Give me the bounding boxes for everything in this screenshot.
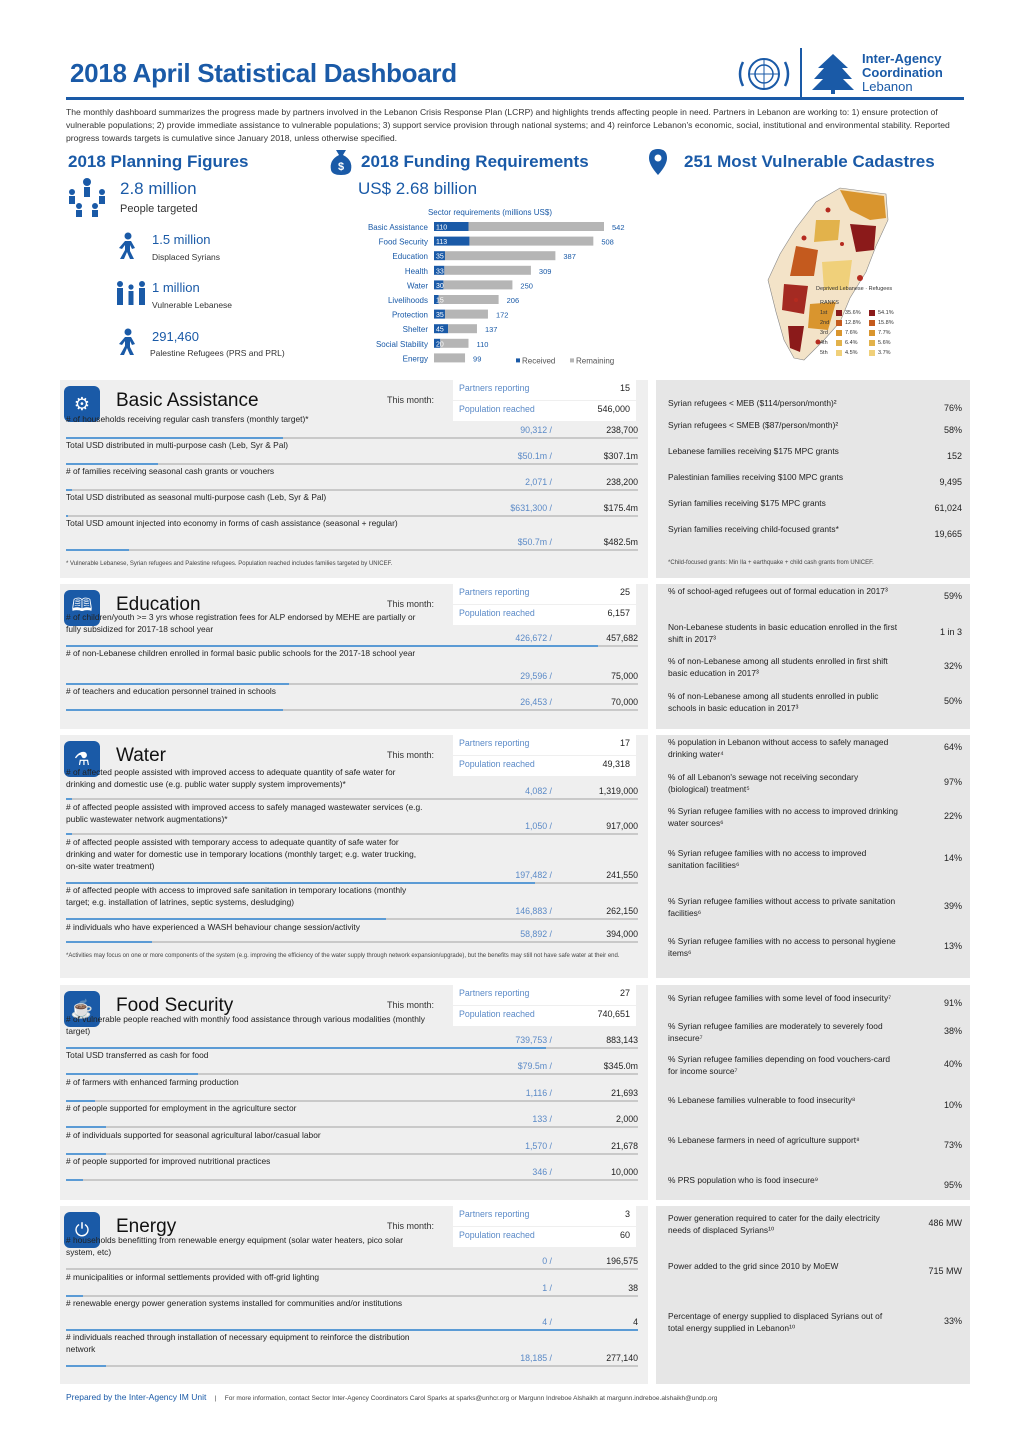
progress-bar (66, 918, 638, 920)
header-rule (66, 97, 964, 100)
basic-this-month: This month: (387, 395, 435, 405)
total-label: 172 (495, 310, 509, 320)
palestine-refugees-value: 291,460 (152, 329, 199, 344)
planning-title: 2018 Planning Figures (68, 152, 249, 171)
water-context-row: % of all Lebanon's sewage not receiving secondary (biological) treatment⁵ 97% (668, 772, 962, 794)
palestine-refugees-label: Palestine Refugees (PRS and PRL) (150, 348, 285, 358)
category-label: Protection (391, 310, 428, 320)
water-indicator-row: # of affected people assisted with improved access to safely managed wastewater services (e.g. public wastewater network augmentations)* 1,050 / 917,000 (66, 801, 642, 835)
funding-title: 2018 Funding Requirements (361, 152, 589, 171)
progress-bar (66, 549, 638, 551)
energy-partners-box: Partners reporting 3 (453, 1206, 636, 1226)
received-label: 35 (436, 312, 444, 320)
food-icon: ☕ (64, 991, 100, 1027)
progress-bar (66, 941, 638, 943)
category-label: Health (404, 266, 428, 276)
location-pin-icon (648, 148, 668, 176)
food-context-row: % Syrian refugee families depending on food vouchers-card for income source⁷ 40% (668, 1054, 962, 1076)
water-context-row: % Syrian refugee families without access to private sanitation facilities⁶ 39% (668, 896, 962, 918)
remaining-bar (434, 353, 465, 362)
food-indicator-row: # of individuals supported for seasonal agricultural labor/casual labor 1,570 / 21,678 (66, 1129, 642, 1155)
cadastres-title: 251 Most Vulnerable Cadastres (684, 152, 935, 171)
basic-context-note: *Child-focused grants: Min Ila + earthquake + child cash grants from UNICEF. (668, 560, 874, 566)
education-title: Education (116, 594, 201, 615)
water-context-row: % Syrian refugee families with no access to improved sanitation facilities⁶ 14% (668, 848, 962, 870)
basic-context-row: Lebanese families receiving $175 MPC grants 152 (668, 446, 962, 461)
rank-row: 1st 35.6% 54.1% (820, 310, 894, 316)
received-label: 35 (436, 253, 444, 261)
food-this-month: This month: (387, 1000, 435, 1010)
remaining-bar (439, 295, 499, 304)
water-indicator-row: # of affected people assisted with temporary access to adequate quantity of safe water for drinking and water for domestic use in temporary locations (monthly target; e.g. water trucking, on-site water treatment) 197,482 / 241,550 (66, 836, 642, 884)
energy-context-row: Power added to the grid since 2010 by MoEW 715 MW (668, 1261, 962, 1276)
displaced-syrians-label: Displaced Syrians (152, 252, 221, 262)
vulnerable-lebanese-label: Vulnerable Lebanese (152, 300, 233, 310)
food-context-panel (656, 985, 970, 1200)
water-context-panel (656, 735, 970, 978)
education-partners-box: Partners reporting 25 (453, 584, 636, 604)
water-context-row: % Syrian refugee families with no access to personal hygiene items⁶ 13% (668, 936, 962, 958)
prepared-by: Prepared by the Inter-Agency IM Unit (66, 1392, 207, 1402)
displaced-syrians-value: 1.5 million (152, 232, 211, 247)
food-indicator-row: # of vulnerable people reached with monthly food assistance through various modalities (monthly target) 739,753 / 883,143 (66, 1013, 642, 1049)
un-logo-icon (735, 52, 793, 96)
people-targeted-icon (64, 176, 110, 218)
palestine-refugees-icon (116, 328, 146, 356)
food-indicator-row: Total USD transferred as cash for food $79.5m / $345.0m (66, 1049, 642, 1075)
food-title: Food Security (116, 995, 234, 1016)
received-label: 33 (436, 268, 444, 276)
legend-remaining-swatch (570, 358, 574, 362)
energy-icon: ⏻ (64, 1212, 100, 1248)
total-label: 206 (506, 296, 520, 305)
rank-row: 5th 4.5% 3.7% (820, 350, 891, 356)
water-indicator-row: # of affected people assisted with improved access to adequate quantity of safe water for drinking and domestic use (e.g. public water supply system improvements)* 4,082 / 1,319,000 (66, 766, 642, 800)
total-label: 542 (612, 223, 625, 232)
money-bag-icon (328, 148, 354, 176)
remaining-bar (469, 237, 593, 246)
rank-row: 3rd 7.6% 7.7% (820, 330, 891, 336)
progress-bar (66, 1365, 638, 1367)
org-name: Inter-Agency Coordination Lebanon (862, 52, 943, 92)
sector-requirements-chart (330, 206, 650, 368)
category-label: Education (392, 252, 428, 262)
legend-remaining: Remaining (576, 356, 615, 366)
category-label: Water (406, 281, 428, 291)
water-this-month: This month: (387, 750, 435, 760)
education-indicator-row: # of teachers and education personnel trained in schools 26,453 / 70,000 (66, 685, 642, 711)
education-indicator-row: # of children/youth >= 3 yrs whose registration fees for ALP endorsed by MEHE are partially or fully subsidized for 2017-18 school year 426,672 / 457,682 (66, 611, 642, 647)
basic-panel (60, 380, 648, 578)
total-label: 387 (563, 252, 576, 262)
people-targeted-label: People targeted (120, 203, 198, 215)
category-label: Energy (402, 354, 428, 364)
water-note: *Activities may focus on one or more components of the system (e.g. improving the efficiency of the water supply through network expansion/upgrade), but the benefits may still not have safe water at their end. (66, 953, 620, 959)
education-context-row: % of non-Lebanese among all students enrolled in public schools in basic education in 2017³ 50% (668, 691, 962, 713)
energy-panel (60, 1206, 648, 1384)
water-icon: ⚗ (64, 741, 100, 777)
food-partners-box: Partners reporting 27 (453, 985, 636, 1005)
cedar-logo-icon (810, 52, 856, 94)
total-label: 99 (473, 354, 482, 364)
basic-context-row: Syrian refugees < MEB ($114/person/month)² 76% (668, 398, 962, 413)
vulnerable-lebanese-value: 1 million (152, 280, 200, 295)
energy-indicator-row: # municipalities or informal settlements provided with off-grid lighting 1 / 38 (66, 1271, 642, 1297)
total-label: 110 (476, 339, 489, 349)
intro-text: The monthly dashboard summarizes the progress made by partners involved in the Lebanon Crisis Response Plan (LCRP) and highlights trends affecting people in need. Partners in Lebanon are working to: 1) ensure protection of vulnerable populations; 2) provide immediate assistance to vulnerable populations; 3) support service provision through national systems; and 4) reinforce Lebanon's economic, social, institutional and environmental stability. Reported progress towards targets is cumulative since January 2018, unless otherwise specified. (66, 107, 950, 143)
remaining-bar (448, 324, 477, 333)
basic-icon: ⚙ (64, 386, 100, 422)
received-label: 45 (436, 326, 444, 334)
energy-context-row: Percentage of energy supplied to displaced Syrians out of total energy supplied in Lebanon¹⁰ 33% (668, 1311, 962, 1333)
legend-received-swatch (516, 358, 520, 362)
legend-received: Received (522, 356, 556, 366)
water-indicator-row: # of affected people with access to improved safe sanitation in temporary locations (monthly target; e.g. installation of latrines, septic systems, desludging) 146,883 / 262,150 (66, 884, 642, 920)
basic-indicator-row: Total USD amount injected into economy in forms of cash assistance (seasonal + regular) $50.7m / $482.5m (66, 517, 642, 551)
category-label: Food Security (378, 237, 428, 247)
food-panel (60, 985, 648, 1200)
remaining-bar (469, 222, 604, 231)
basic-note: * Vulnerable Lebanese, Syrian refugees and Palestine refugees. Population reached includes families targeted by UNICEF. (66, 561, 393, 567)
remaining-bar (440, 339, 468, 348)
rank-row: 4th 6.4% 5.6% (820, 340, 891, 346)
water-partners-box: Partners reporting 17 (453, 735, 636, 755)
education-context-row: Non-Lebanese students in basic education enrolled in the first shift in 2017³ 1 in 3 (668, 622, 962, 644)
food-context-row: % Syrian refugee families with some level of food insecurity⁷ 91% (668, 993, 962, 1008)
energy-context-row: Power generation required to cater for the daily electricity needs of displaced Syrians¹⁰ 486 MW (668, 1213, 962, 1235)
category-label: Livelihoods (387, 296, 428, 305)
remaining-bar (445, 310, 488, 319)
education-context-row: % of non-Lebanese among all students enrolled in first shift basic education in 2017³ 32% (668, 656, 962, 678)
energy-this-month: This month: (387, 1221, 435, 1231)
education-this-month: This month: (387, 599, 435, 609)
energy-context-panel (656, 1206, 970, 1384)
received-label: 20 (436, 341, 444, 349)
remaining-bar (444, 266, 531, 275)
category-label: Basic Assistance (367, 223, 428, 232)
energy-indicator-row: # individuals reached through installation of necessary equipment to reinforce the distribution network 18,185 / 277,140 (66, 1331, 642, 1367)
basic-reached-box: Population reached 546,000 (453, 401, 636, 421)
water-panel (60, 735, 648, 978)
food-indicator-row: # of people supported for employment in the agriculture sector 133 / 2,000 (66, 1102, 642, 1128)
food-reached-box: Population reached 740,651 (453, 1006, 636, 1026)
water-title: Water (116, 745, 166, 766)
education-icon: 🕮 (64, 590, 100, 626)
received-label: 110 (436, 224, 448, 232)
remaining-bar (443, 280, 512, 289)
basic-indicator-row: # of families receiving seasonal cash grants or vouchers 2,071 / 238,200 (66, 465, 642, 491)
cadastre-legend-headers: Deprived Lebanese · Refugees (816, 286, 893, 292)
food-context-row: % PRS population who is food insecure⁹ 95% (668, 1175, 962, 1190)
energy-indicator-row: # renewable energy power generation systems installed for communities and/or institutions 4 / 4 (66, 1297, 642, 1331)
energy-title: Energy (116, 1216, 177, 1237)
page-title: 2018 April Statistical Dashboard (70, 58, 457, 88)
water-reached-box: Population reached 49,318 (453, 756, 636, 776)
ranks-label: RANKS (820, 300, 839, 306)
progress-bar (66, 1073, 638, 1075)
education-indicator-row: # of non-Lebanese children enrolled in formal basic public schools for the 2017-18 school year 29,596 / 75,000 (66, 647, 642, 685)
svg-text:$: $ (337, 161, 345, 173)
contact-info: For more information, contact Sector Inter-Agency Coordinators Carol Sparks at sparks@unhcr.org or Margunn Indreboe Alshaikh at margunn.indreboe.alshaikh@undp.org (224, 1395, 718, 1402)
basic-indicator-row: # of households receiving regular cash transfers (monthly target)* 90,312 / 238,700 (66, 413, 642, 439)
category-label: Social Stability (375, 339, 428, 349)
displaced-syrians-icon (116, 232, 146, 260)
progress-bar (66, 1268, 638, 1270)
energy-reached-box: Population reached 60 (453, 1227, 636, 1247)
total-label: 250 (520, 281, 533, 291)
progress-bar (66, 709, 638, 711)
food-context-row: % Syrian refugee families are moderately to severely food insecure⁷ 38% (668, 1021, 962, 1043)
basic-context-row: Syrian families receiving child-focused grants* 19,665 (668, 524, 962, 539)
education-reached-box: Population reached 6,157 (453, 605, 636, 625)
progress-bar (66, 1179, 638, 1181)
cadastre-ranks-table (820, 308, 910, 358)
basic-indicator-row: Total USD distributed as seasonal multi-purpose cash (Leb, Syr & Pal) $631,300 / $175.4m (66, 491, 642, 517)
logo-separator (800, 48, 802, 98)
category-label: Shelter (402, 325, 428, 335)
food-context-row: % Lebanese farmers in need of agriculture support⁸ 73% (668, 1135, 962, 1150)
progress-bar (66, 1126, 638, 1128)
basic-title: Basic Assistance (116, 390, 259, 411)
food-context-row: % Lebanese families vulnerable to food insecurity⁸ 10% (668, 1095, 962, 1110)
water-context-row: % population in Lebanon without access to safely managed drinking water⁴ 64% (668, 737, 962, 759)
remaining-bar (445, 251, 555, 260)
footer: Prepared by the Inter-Agency IM Unit | For more information, contact Sector Inter-Agency Coordinators Carol Sparks at sparks@unhcr.org or Margunn Indreboe Alshaikh at margunn.indreboe.alshaikh@undp.org (66, 1392, 718, 1402)
vulnerable-lebanese-icon (114, 280, 148, 306)
chart-title: Sector requirements (millions US$) (427, 208, 553, 217)
progress-bar (66, 833, 638, 835)
water-context-row: % Syrian refugee families with no access to improved drinking water sources⁶ 22% (668, 806, 962, 828)
total-label: 508 (601, 237, 614, 247)
food-indicator-row: # of people supported for improved nutritional practices 346 / 10,000 (66, 1155, 642, 1181)
received-label: 15 (436, 297, 444, 305)
received-label: 30 (436, 282, 444, 290)
water-indicator-row: # individuals who have experienced a WASH behaviour change session/activity 58,892 / 394,000 (66, 921, 642, 943)
basic-partners-box: Partners reporting 15 (453, 380, 636, 400)
received-label: 113 (436, 239, 448, 247)
basic-context-row: Palestinian families receiving $100 MPC grants 9,495 (668, 472, 962, 487)
people-targeted-value: 2.8 million (120, 179, 197, 198)
education-context-row: % of school-aged refugees out of formal education in 2017³ 59% (668, 586, 962, 601)
education-context-panel (656, 584, 970, 729)
food-indicator-row: # of farmers with enhanced farming production 1,116 / 21,693 (66, 1076, 642, 1102)
basic-context-panel (656, 380, 970, 578)
basic-context-row: Syrian refugees < SMEB ($87/person/month)² 58% (668, 420, 962, 435)
funding-total: US$ 2.68 billion (358, 179, 478, 198)
progress-bar (66, 798, 638, 800)
rank-row: 2nd 12.8% 15.8% (820, 320, 894, 326)
total-label: 309 (538, 266, 552, 276)
energy-indicator-row: # households benefitting from renewable energy equipment (solar water heaters, pico solar system, etc) 0 / 196,575 (66, 1234, 642, 1270)
total-label: 137 (484, 325, 498, 335)
education-panel (60, 584, 648, 729)
basic-indicator-row: Total USD distributed in multi-purpose cash (Leb, Syr & Pal) $50.1m / $307.1m (66, 439, 642, 465)
basic-context-row: Syrian families receiving $175 MPC grants 61,024 (668, 498, 962, 513)
